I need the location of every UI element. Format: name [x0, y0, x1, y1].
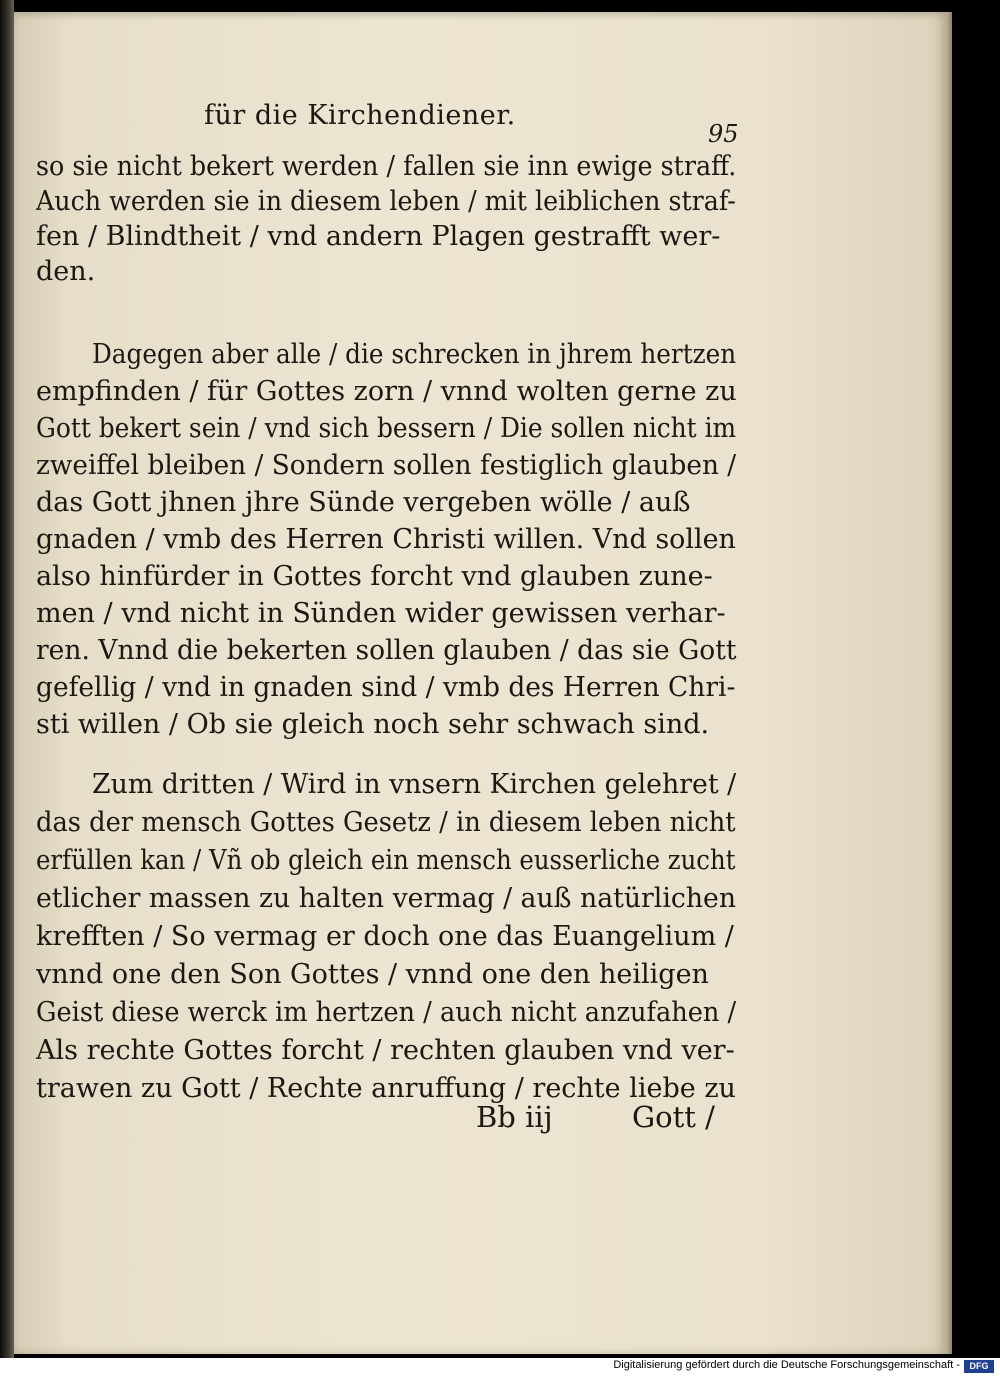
text-line: trawen zu Gott / Rechte anruffung / rechte liebe zu — [36, 1073, 736, 1104]
text-line: so sie nicht bekert werden / fallen sie inn ewige straff. — [36, 151, 737, 182]
text-line: also hinfürder in Gottes forcht vnd glauben zune- — [36, 561, 713, 592]
signature-mark: Bb iij — [476, 1100, 553, 1134]
footer-bar — [0, 1358, 1000, 1376]
page-edge — [946, 12, 952, 1354]
text-line: vnnd one den Son Gottes / vnnd one den heiligen — [36, 959, 709, 990]
text-line: Auch werden sie in diesem leben / mit leiblichen straf- — [36, 186, 736, 217]
running-head: für die Kirchendiener. — [204, 100, 516, 131]
page-number: 95 — [708, 120, 739, 148]
text-line: Dagegen aber alle / die schrecken in jhrem hertzen — [92, 339, 737, 370]
text-line: erfüllen kan / Vñ ob gleich ein mensch eusserliche zucht — [36, 845, 736, 876]
text-line: etlicher massen zu halten vermag / auß natürlichen — [36, 883, 737, 914]
text-line: Gott bekert sein / vnd sich bessern / Die sollen nicht im — [36, 413, 737, 444]
text-line: men / vnd nicht in Sünden wider gewissen verhar- — [36, 598, 726, 629]
funding-credit: Digitalisierung gefördert durch die Deutsche Forschungsgemeinschaft - — [613, 1359, 960, 1371]
text-line: krefften / So vermag er doch one das Euangelium / — [36, 921, 734, 952]
text-line: das Gott jhnen jhre Sünde vergeben wölle / auß — [36, 487, 691, 518]
text-line: zweiffel bleiben / Sondern sollen festiglich glauben / — [36, 450, 737, 481]
catchword: Gott / — [632, 1100, 715, 1134]
text-line: Geist diese werck im hertzen / auch nicht anzufahen / — [36, 997, 737, 1028]
text-line: Zum dritten / Wird in vnsern Kirchen gelehret / — [92, 769, 737, 800]
text-line: gnaden / vmb des Herren Christi willen. Vnd sollen — [36, 524, 736, 555]
text-line: fen / Blindtheit / vnd andern Plagen gestrafft wer- — [36, 221, 721, 252]
text-line: den. — [36, 256, 96, 287]
text-line: empfinden / für Gottes zorn / vnnd wolten gerne zu — [36, 376, 737, 407]
text-line: das der mensch Gottes Gesetz / in diesem leben nicht — [36, 807, 736, 838]
text-line: ren. Vnnd die bekerten sollen glauben / das sie Gott — [36, 635, 737, 666]
text-line: gefellig / vnd in gnaden sind / vmb des Herren Chri- — [36, 672, 736, 703]
text-line: sti willen / Ob sie gleich noch sehr schwach sind. — [36, 709, 710, 740]
book-page — [14, 12, 946, 1354]
text-line: Als rechte Gottes forcht / rechten glauben vnd ver- — [36, 1035, 735, 1066]
scan-border — [0, 0, 14, 1358]
dfg-logo: DFG — [964, 1360, 994, 1373]
